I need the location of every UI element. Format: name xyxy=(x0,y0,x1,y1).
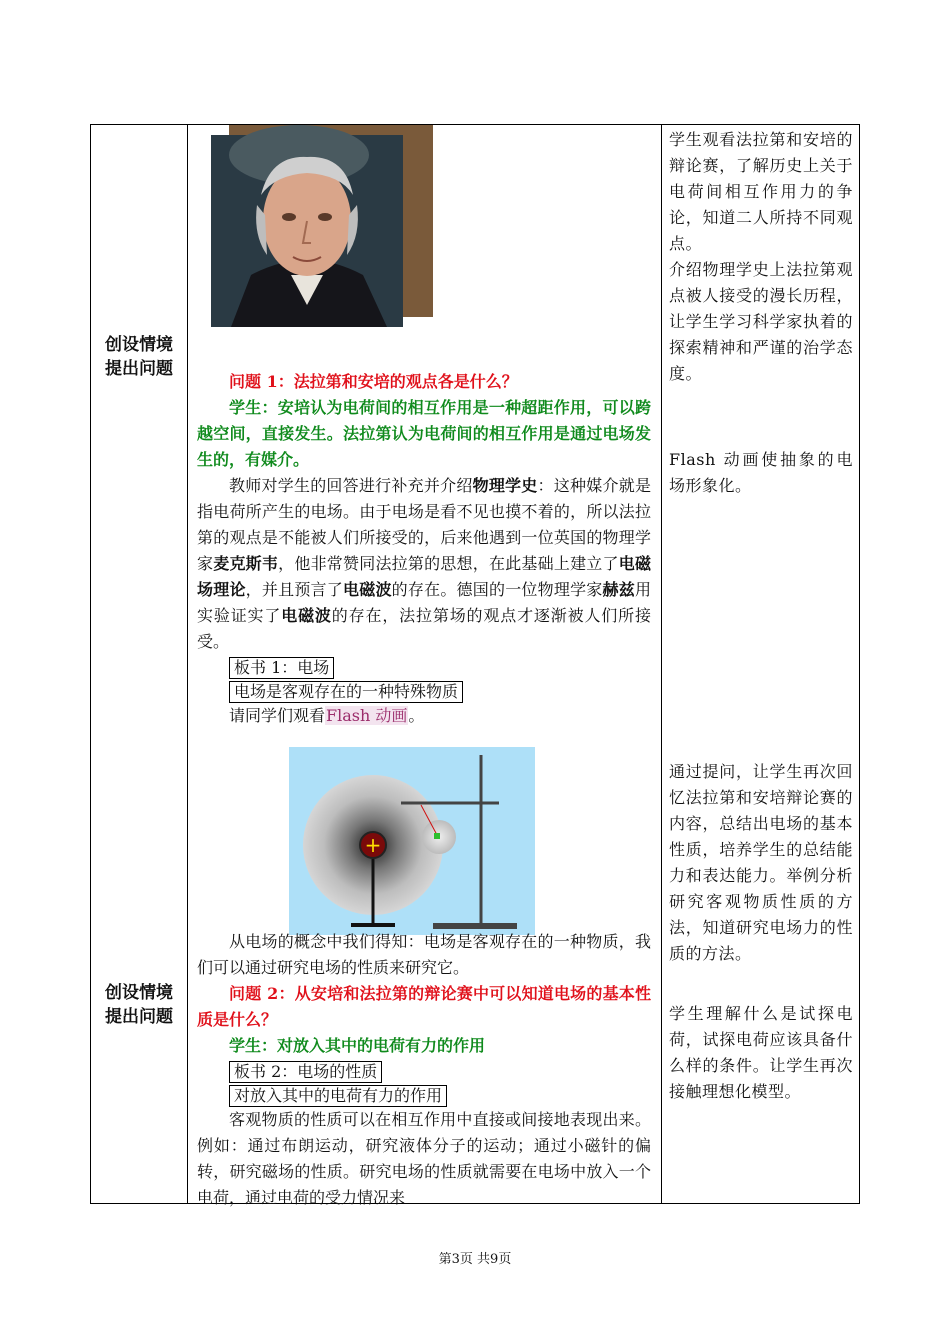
question-2: 问题 2：从安培和法拉第的辩论赛中可以知道电场的基本性质是什么？ xyxy=(197,984,651,1029)
teacher-explanation: 教师对学生的回答进行补充并介绍物理学史：这种媒介就是指电荷所产生的电场。由于电场是看不见也摸不着的，所以法拉第的观点是不能被人们所接受的，后来他遇到一位英国的物理学家麦克斯韦，他非常赞同法拉第的思想，在此基础上建立了电磁场理论，并且预言了电磁波的存在。德国的一位物理学家赫兹用实验证实了电磁波的存在，法拉第场的观点才逐渐被人们所接受。 xyxy=(197,476,651,651)
field-concept-text: 从电场的概念中我们得知：电场是客观存在的一种物质，我们可以通过研究电场的性质来研究它。 xyxy=(197,932,651,977)
flash-animation-link[interactable]: Flash 动画 xyxy=(326,706,408,725)
student-answer-1: 学生：安培认为电荷间的相互作用是一种超距作用，可以跨越空间，直接发生。法拉第认为电荷间的相互作用是通过电场发生的，有媒介。 xyxy=(197,398,651,469)
flash-prompt: 请同学们观看Flash 动画。 xyxy=(229,706,425,725)
design-intent-3: 通过提问，让学生再次回忆法拉第和安培辩论赛的内容，总结出电场的基本性质，培养学生的总结能力和表达能力。举例分析研究客观物质性质的方法，知道研究电场力的性质的方法。 xyxy=(669,762,853,963)
closing-text: 客观物质的性质可以在相互作用中直接或间接地表现出来。例如：通过布朗运动，研究液体分子的运动；通过小磁针的偏转，研究磁场的性质。研究电场的性质就需要在电场中放入一个电荷，通过电荷的受力情况来 xyxy=(197,1110,651,1207)
board-note-1-content: 电场是客观存在的一种特殊物质 xyxy=(229,679,651,703)
board-note-2-content: 对放入其中的电荷有力的作用 xyxy=(229,1083,651,1107)
lesson-table xyxy=(90,124,860,1207)
electric-field-animation[interactable] xyxy=(289,747,535,935)
faraday-portrait-image xyxy=(211,125,433,327)
board-note-2-title: 板书 2：电场的性质 xyxy=(229,1059,651,1083)
page-footer: 第3页 共9页 xyxy=(438,1252,512,1267)
positive-charge-sign: + xyxy=(364,833,382,857)
column-divider xyxy=(187,125,188,1203)
design-intent-2: Flash 动画使抽象的电场形象化。 xyxy=(669,450,853,495)
electric-field-illustration xyxy=(289,747,535,935)
design-intent-4: 学生理解什么是试探电荷，试探电荷应该具备什么样的条件。让学生再次接触理想化模型。 xyxy=(669,1004,853,1101)
design-intent-1: 学生观看法拉第和安培的辩论赛，了解历史上关于电荷间相互作用力的争论，知道二人所持不同观点。 介绍物理学史上法拉第观点被人接受的漫长历程，让学生学习科学家执着的探索精神和严谨的治学态度。 xyxy=(669,130,853,383)
row-label-1: 创设情境 提出问题 xyxy=(105,335,173,379)
question-1: 问题 1：法拉第和安培的观点各是什么？ xyxy=(229,372,518,391)
student-answer-2: 学生：对放入其中的电荷有力的作用 xyxy=(229,1036,486,1055)
lesson-content xyxy=(197,369,651,729)
lesson-content-2 xyxy=(197,929,651,1211)
row-label-2: 创设情境 提出问题 xyxy=(105,983,173,1027)
board-note-1-title: 板书 1：电场 xyxy=(229,655,651,679)
column-divider xyxy=(661,125,662,1203)
faraday-portrait-icon xyxy=(211,125,433,327)
